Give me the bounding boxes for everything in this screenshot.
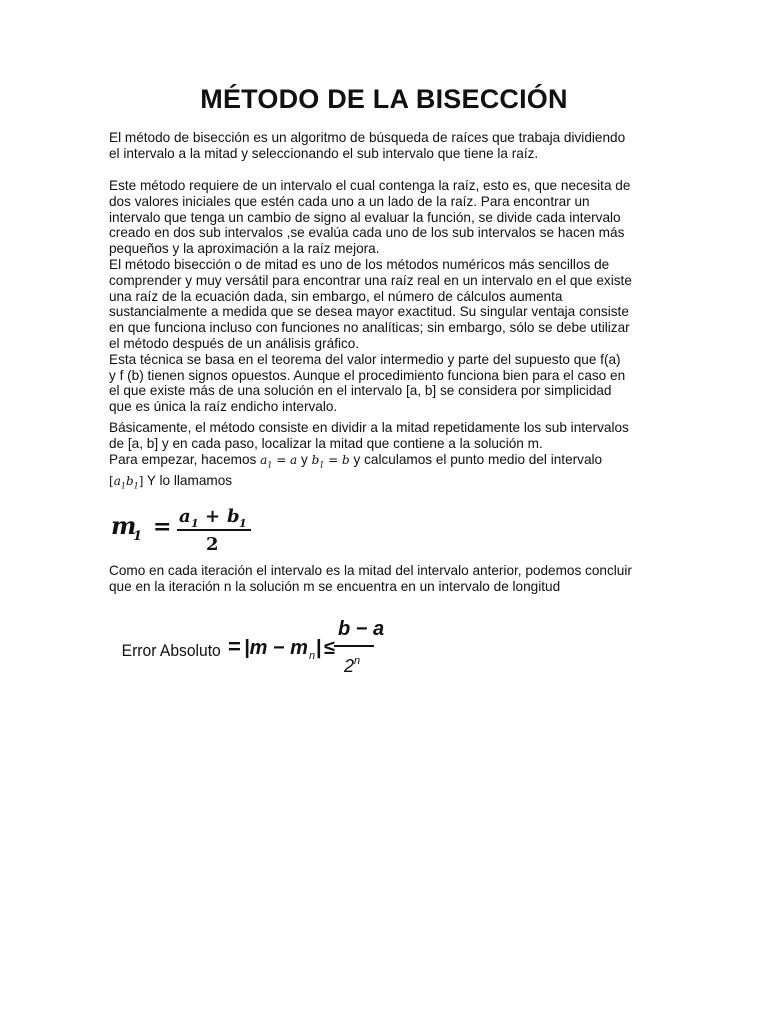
formula-num: b − a <box>338 618 385 640</box>
text-line: sustancialmente a medida que se desea mayor exactitud. Su singular ventaja consiste <box>109 304 629 320</box>
text-line: y f (b) tienen signos opuestos. Aunque el procedimiento funciona bien para el caso en <box>109 367 626 383</box>
formula-le: ≤ <box>324 637 335 659</box>
text-line: Esta técnica se basa en el teorema del valor intermedio y parte del supuesto que f(a) <box>109 351 621 367</box>
paragraph-method <box>109 420 669 494</box>
text-fragment: y calculamos el punto medio del intervalo <box>349 451 603 467</box>
text-line: Básicamente, el método consiste en dividir a la mitad repetidamente los sub intervalos <box>109 420 629 435</box>
formula-den-sup: n <box>354 655 361 667</box>
formula-equals: = <box>228 634 241 659</box>
inline-math-interval: $a_1b_1$ <box>113 473 139 491</box>
paragraph-iteration <box>109 563 669 595</box>
text-line: de [a, b] y en cada paso, localizar la mitad que contiene a la solución m. <box>109 435 543 451</box>
formula-equals: = <box>153 514 172 540</box>
formula-abs-sub: n <box>309 650 316 662</box>
text-line: comprender y muy versátil para encontrar una raíz real en un intervalo en el que existe <box>109 272 632 288</box>
text-line: el que existe más de una solución en el intervalo [a, b] se considera por simplicidad <box>109 383 612 399</box>
page-title: MÉTODO DE LA BISECCIÓN <box>200 84 568 114</box>
text-line-with-math: $[a_1b_1]$ Y lo llamamos <box>109 472 233 491</box>
formula-midpoint <box>109 500 289 560</box>
text-line-with-math <box>109 452 669 473</box>
text-line: El método de bisección es un algoritmo de búsqueda de raíces que trabaja dividiendo <box>109 130 626 145</box>
text-fragment: y <box>297 451 312 467</box>
formula-abs: |m − m <box>244 637 308 659</box>
text-line: Este método requiere de un intervalo el cual contenga la raíz, esto es, que necesita de <box>109 178 631 193</box>
formula-label: Error Absoluto <box>121 641 221 661</box>
text-line: en que funciona incluso con funciones no analíticas; sin embargo, sólo se debe utilizar <box>109 320 630 336</box>
text-line: dos valores iniciales que estén cada uno a un lado de la raíz. Para encontrar un <box>109 193 590 209</box>
text-fragment: Y lo llamamos <box>143 472 233 488</box>
text-line: pequeños y la aproximación a la raíz mejora. <box>109 241 380 257</box>
formula-den: 2 <box>206 534 219 555</box>
text-line: que en la iteración n la solución m se encuentra en un intervalo de longitud <box>109 578 561 594</box>
text-fragment: Para empezar, hacemos <box>109 451 261 467</box>
formula-plus: + <box>205 506 221 527</box>
text-line: creado en dos sub intervalos ,se evalúa cada uno de los sub intervalos se hacen más <box>109 225 625 241</box>
formula-absolute-error <box>118 608 398 688</box>
formula-lhs-m: m <box>111 511 137 540</box>
formula-num-b-sub: 1 <box>239 517 247 530</box>
formula-den: 2 <box>344 656 355 676</box>
text-line: El método bisección o de mitad es uno de los métodos numéricos más sencillos de <box>109 256 610 272</box>
paragraph-intro <box>109 130 669 162</box>
inline-math-b1: $b_1 = b$ <box>311 452 350 469</box>
text-line: Como en cada iteración el intervalo es la mitad del intervalo anterior, podemos concluir <box>109 563 632 578</box>
formula-num-a-sub: 1 <box>191 517 199 530</box>
text-line: el método después de un análisis gráfico. <box>109 335 360 351</box>
text-line: una raíz de la ecuación dada, sin embargo, el número de cálculos aumenta <box>109 288 563 304</box>
text-line: que es única la raíz endicho intervalo. <box>109 399 338 415</box>
formula-num-a: a <box>179 506 191 527</box>
formula-num-b: b <box>227 506 240 527</box>
inline-math-a1: $a_1 = a$ <box>260 452 298 469</box>
formula-abs-close: | <box>316 637 322 659</box>
text-line: intervalo que tenga un cambio de signo al evaluar la función, se divide cada intervalo <box>109 209 621 225</box>
formula-lhs-sub: 1 <box>133 529 143 544</box>
text-line: el intervalo a la mitad y seleccionando el sub intervalo que tiene la raíz. <box>109 145 539 161</box>
paragraph-description <box>109 178 669 415</box>
